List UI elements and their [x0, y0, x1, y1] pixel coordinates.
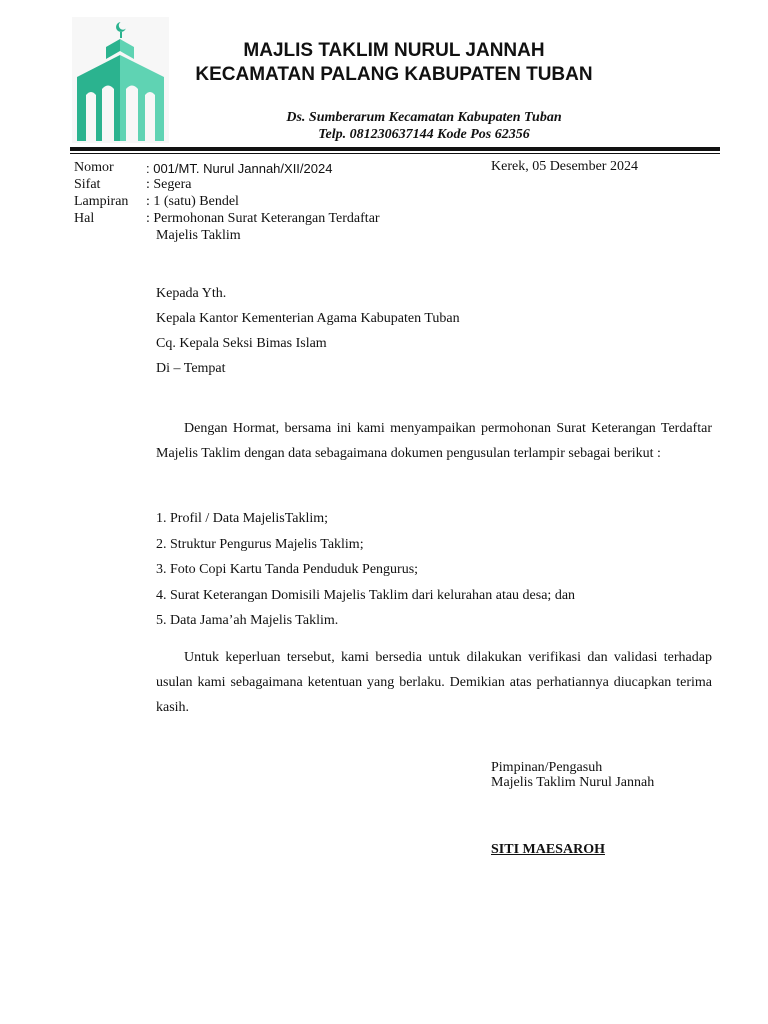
- signatory-name: SITI MAESAROH: [491, 842, 605, 857]
- list-item: 1. Profil / Data MajelisTaklim;: [156, 511, 329, 526]
- intro-paragraph: Dengan Hormat, bersama ini kami menyampaikan permohonan Surat Keterangan Terdaftar Majelis Taklim dengan data sebagaimana dokumen pengusulan terlampir sebagai berikut :: [156, 421, 712, 461]
- list-item: 3. Foto Copi Kartu Tanda Penduduk Pengurus;: [156, 562, 419, 577]
- hal-value: : Permohonan Surat Keterangan Terdaftar: [146, 211, 380, 226]
- nomor-value: : 001/MT. Nurul Jannah/XII/2024: [146, 161, 333, 176]
- organization-region: KECAMATAN PALANG KABUPATEN TUBAN: [195, 64, 593, 85]
- hal-value-continued: Majelis Taklim: [156, 228, 241, 243]
- list-item: 2. Struktur Pengurus Majelis Taklim;: [156, 536, 364, 552]
- list-item: 4. Surat Keterangan Domisili Majelis Taklim dari kelurahan atau desa; dan: [156, 587, 576, 603]
- organization-name: MAJLIS TAKLIM NURUL JANNAH: [243, 40, 545, 61]
- header-divider-thin: [70, 153, 720, 154]
- attachment-list: [156, 511, 575, 639]
- lampiran-label: Lampiran: [74, 194, 129, 209]
- lampiran-value: : 1 (satu) Bendel: [146, 194, 239, 209]
- list-item: 5. Data Jama’ah Majelis Taklim.: [156, 613, 339, 628]
- header-divider-thick: [70, 147, 720, 151]
- recipient-place: Di – Tempat: [156, 361, 226, 376]
- recipient-greeting: Kepada Yth.: [156, 286, 227, 301]
- nomor-label: Nomor: [74, 160, 114, 175]
- signature-title: Pimpinan/Pengasuh: [491, 760, 603, 775]
- hal-label: Hal: [74, 211, 95, 226]
- sifat-label: Sifat: [74, 177, 101, 192]
- closing-paragraph: Untuk keperluan tersebut, kami bersedia untuk dilakukan verifikasi dan validasi terhadap usulan kami sebagaimana ketentuan yang berlaku. Demikian atas perhatiannya diucapkan terima kasih.: [156, 650, 712, 715]
- signature-organization: Majelis Taklim Nurul Jannah: [491, 775, 655, 790]
- recipient-section: Cq. Kepala Seksi Bimas Islam: [156, 336, 327, 351]
- organization-address: Ds. Sumberarum Kecamatan Kabupaten Tuban: [286, 110, 562, 125]
- recipient-office: Kepala Kantor Kementerian Agama Kabupaten Tuban: [156, 311, 460, 326]
- sifat-value: : Segera: [146, 177, 192, 192]
- letter-date: Kerek, 05 Desember 2024: [491, 159, 638, 174]
- organization-contact: Telp. 081230637144 Kode Pos 62356: [318, 127, 530, 142]
